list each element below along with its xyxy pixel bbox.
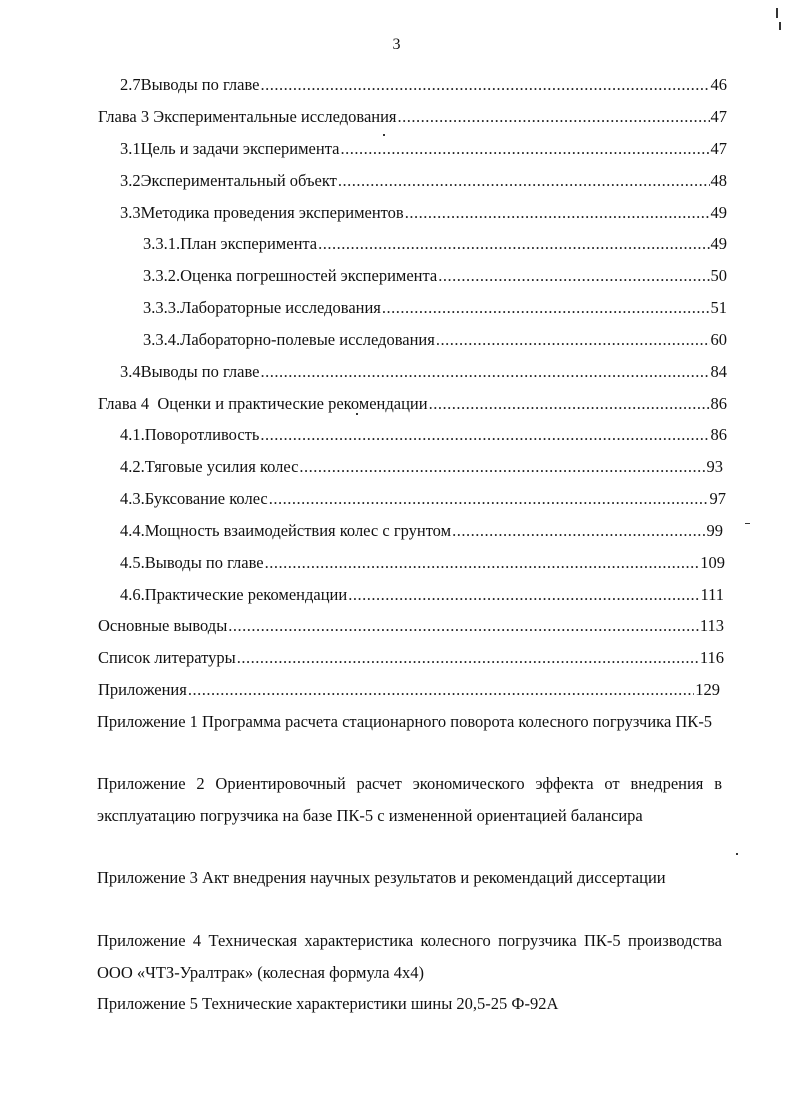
toc-title: Приложения: [98, 680, 187, 699]
toc-title: Выводы по главе: [140, 362, 260, 381]
toc-page: 99: [706, 521, 723, 540]
toc-entry: [98, 616, 724, 636]
toc-page: 50: [710, 266, 727, 285]
toc-title: Выводы по главе: [144, 553, 264, 572]
toc-entry: [98, 648, 724, 668]
toc-entry: [98, 107, 727, 127]
toc-title: Поворотливость: [144, 425, 260, 444]
scan-speck: [383, 134, 385, 136]
toc-leader: [261, 75, 710, 95]
toc-entry: [120, 171, 727, 191]
toc-page: 111: [700, 585, 724, 604]
toc-leader: [299, 457, 705, 477]
toc-title: Список литературы: [98, 648, 236, 667]
toc-title: План эксперимента: [180, 234, 318, 253]
toc-entry: [98, 394, 727, 414]
toc-page: 116: [699, 648, 724, 667]
toc-entry: [120, 425, 727, 445]
toc-leader: [438, 266, 709, 286]
toc-title: Мощность взаимодействия колес с грунтом: [144, 521, 452, 540]
toc-number: 3.2: [120, 171, 141, 190]
appendix-entry: Приложение 3 Акт внедрения научных результатов и рекомендаций диссертации: [97, 868, 666, 887]
toc-title: Основные выводы: [98, 616, 228, 635]
toc-number: 3.3.3.: [143, 298, 181, 317]
toc-entry: [120, 139, 727, 159]
toc-page: 46: [710, 75, 727, 94]
toc-number: 3.4: [120, 362, 141, 381]
toc-page: 49: [710, 234, 727, 253]
toc-title: Экспериментальный объект: [140, 171, 337, 190]
toc-entry: [143, 330, 727, 350]
toc-page: 97: [709, 489, 726, 508]
toc-title: Методика проведения экспериментов: [140, 203, 404, 222]
toc-number: 4.2.: [120, 457, 145, 476]
toc-title: Тяговые усилия колес: [144, 457, 299, 476]
toc-entry: [120, 457, 723, 477]
toc-page: 84: [710, 362, 727, 381]
page-number: 3: [392, 36, 401, 53]
appendix-entry: Приложение 5 Технические характеристики шины 20,5-25 Ф-92А: [97, 994, 559, 1013]
toc-number: 4.5.: [120, 553, 145, 572]
toc-leader: [340, 139, 709, 159]
toc-title: Глава 3 Экспериментальные исследования: [98, 107, 397, 126]
toc-entry: [120, 553, 725, 573]
appendix-entry: Приложение 4 Техническая характеристика колесного погрузчика ПК-5 производства ООО «ЧТЗ-Уралтрак» (колесная формула 4х4): [97, 931, 722, 982]
toc-page: 113: [699, 616, 724, 635]
toc-page: 86: [710, 425, 727, 444]
toc-number: 4.1.: [120, 425, 145, 444]
toc-entry: [98, 680, 720, 700]
appendix-entry: Приложение 2 Ориентировочный расчет экономического эффекта от внедрения в эксплуатацию погрузчика на базе ПК-5 с измененной ориентацией балансира: [97, 774, 722, 825]
appendix-entry: Приложение 1 Программа расчета стационарного поворота колесного погрузчика ПК-5: [97, 712, 713, 731]
toc-page: 129: [695, 680, 720, 699]
toc-entry: [143, 298, 727, 318]
toc-title: Лабораторно-полевые исследования: [180, 330, 435, 349]
toc-page: 93: [706, 457, 723, 476]
scan-speck: [736, 853, 738, 855]
toc-leader: [237, 648, 699, 668]
toc-leader: [405, 203, 710, 223]
toc-page: 51: [710, 298, 727, 317]
toc-number: 3.3.4.: [143, 330, 181, 349]
toc-number: 3.3: [120, 203, 141, 222]
toc-entry: [120, 203, 727, 223]
toc-page: 47: [710, 107, 727, 126]
toc-number: 3.1: [120, 139, 141, 158]
toc-leader: [261, 362, 710, 382]
toc-page: 47: [710, 139, 727, 158]
toc-page: 49: [710, 203, 727, 222]
toc-leader: [429, 394, 710, 414]
toc-number: 2.7: [120, 75, 141, 94]
toc-page: 48: [710, 171, 727, 190]
toc-number: 4.4.: [120, 521, 145, 540]
toc-number: 3.3.2.: [143, 266, 181, 285]
toc-leader: [398, 107, 710, 127]
toc-title: Лабораторные исследования: [180, 298, 381, 317]
toc-leader: [348, 585, 699, 605]
toc-title: Оценка погрешностей эксперимента: [180, 266, 438, 285]
toc-title: Цель и задачи эксперимента: [140, 139, 340, 158]
toc-number: 3.3.1.: [143, 234, 181, 253]
toc-leader: [269, 489, 709, 509]
toc-leader: [382, 298, 710, 318]
toc-leader: [452, 521, 705, 541]
toc-number: 4.3.: [120, 489, 145, 508]
scan-speck: [776, 8, 778, 18]
toc-leader: [338, 171, 710, 191]
scan-speck: [745, 523, 750, 524]
toc-entry: [120, 75, 727, 95]
toc-number: 4.6.: [120, 585, 145, 604]
toc-page: 86: [710, 394, 727, 413]
scan-speck: [356, 413, 358, 415]
toc-leader: [436, 330, 710, 350]
toc-entry: [120, 362, 727, 382]
toc-page: 109: [700, 553, 725, 572]
scan-speck: [779, 22, 781, 30]
toc-entry: [143, 234, 727, 254]
toc-title: Глава 4 Оценки и практические рекомендации: [98, 394, 428, 413]
toc-entry: [120, 585, 724, 605]
toc-leader: [318, 234, 709, 254]
toc-page: 60: [710, 330, 727, 349]
toc-title: Выводы по главе: [140, 75, 260, 94]
toc-entry: [120, 521, 723, 541]
toc-leader: [188, 680, 694, 700]
toc-leader: [228, 616, 699, 636]
toc-title: Буксование колес: [144, 489, 268, 508]
toc-leader: [260, 425, 709, 445]
toc-title: Практические рекомендации: [144, 585, 348, 604]
toc-leader: [265, 553, 700, 573]
toc-entry: [143, 266, 727, 286]
toc-entry: [120, 489, 726, 509]
